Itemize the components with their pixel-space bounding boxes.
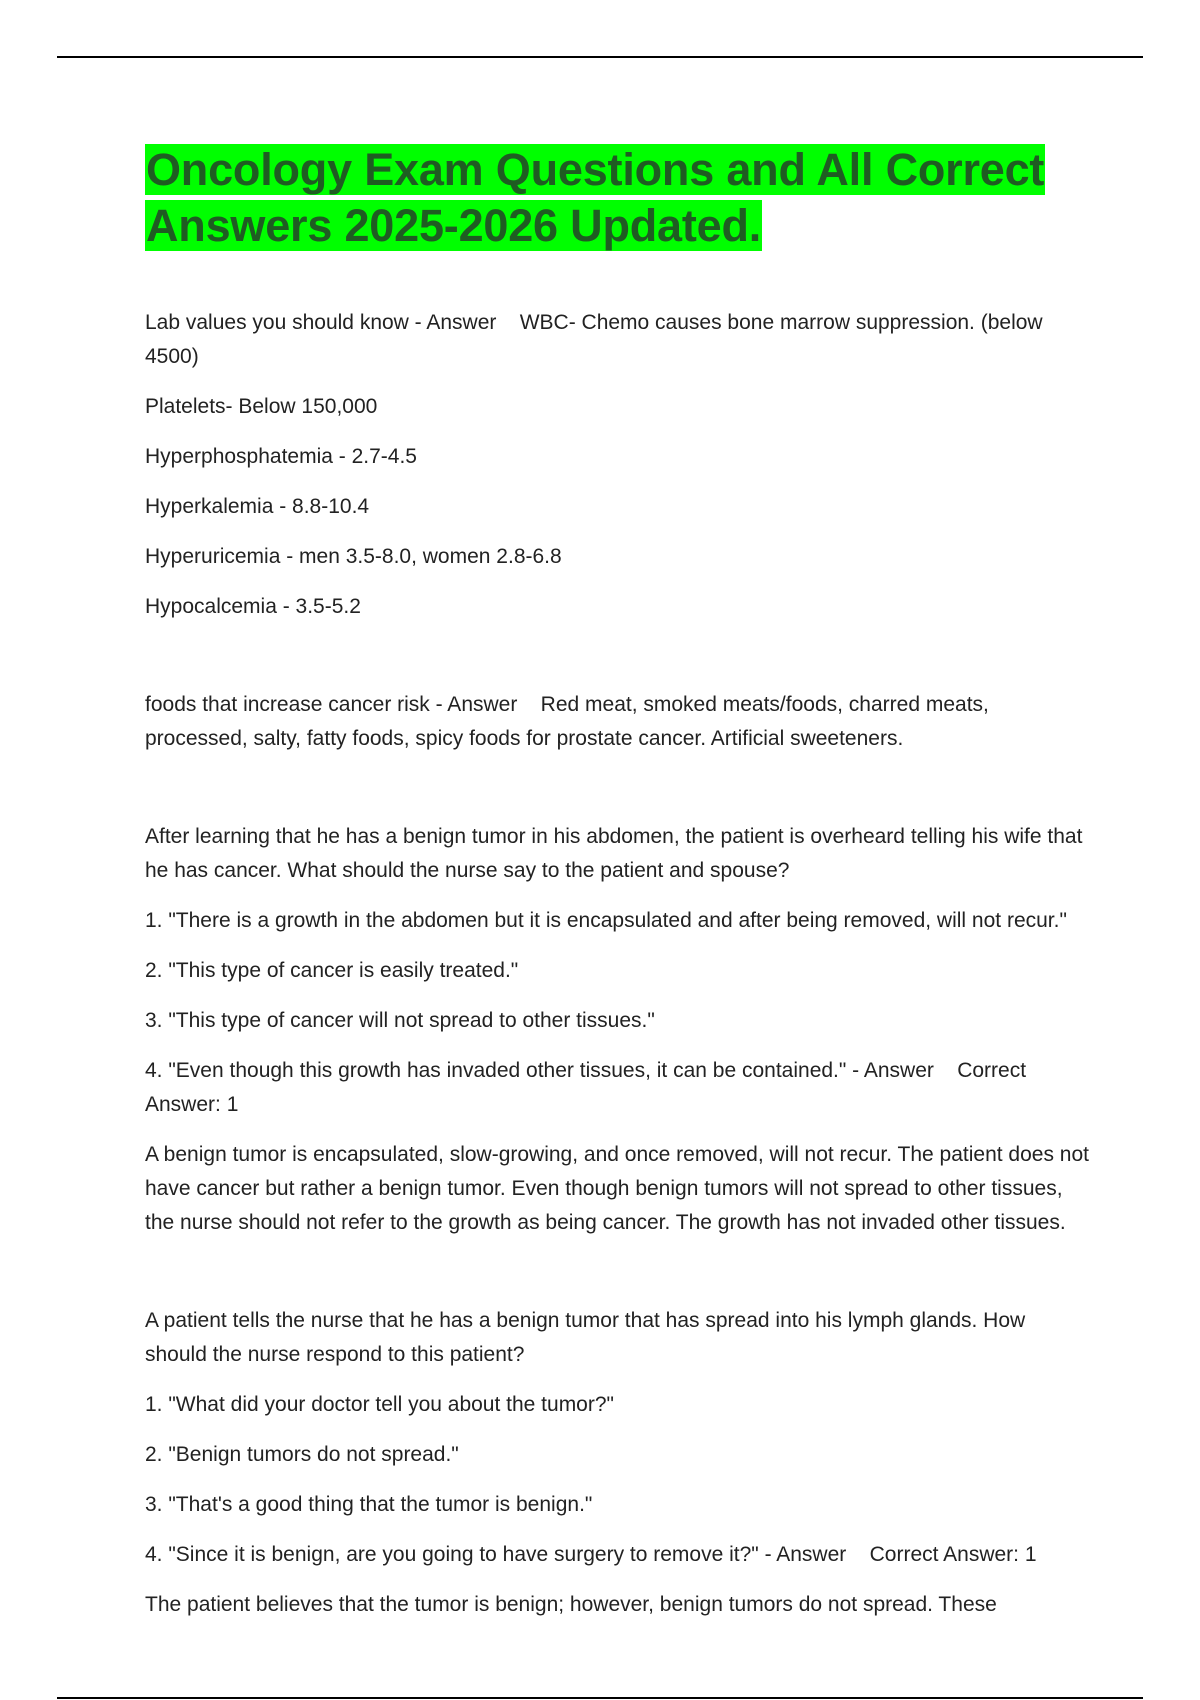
rationale-line: The patient believes that the tumor is benign; however, benign tumors do not spread. These — [145, 1593, 997, 1616]
question-line: After learning that he has a benign tumor in his abdomen, the patient is overheard telling his wife that he has cancer. What should the nurse say to the patient and spouse? — [145, 825, 1089, 882]
option-line: 4. "Since it is benign, are you going to have surgery to remove it?" - Answer Correct Answer: 1 — [145, 1543, 1037, 1566]
title-highlight: Oncology Exam Questions and All Correct Answers 2025-2026 Updated. — [146, 144, 1045, 251]
document-body — [145, 142, 1095, 1638]
section-question-2 — [145, 1304, 1090, 1622]
spacer — [145, 772, 1090, 820]
option-line: 4. "Even though this growth has invaded other tissues, it can be contained." - Answer Correct Answer: 1 — [145, 1059, 1031, 1116]
rationale-line: A benign tumor is encapsulated, slow-growing, and once removed, will not recur. The patient does not have cancer but rather a benign tumor. Even though benign tumors will not spread to other tissues, the nurse should not refer to the growth as being cancer. The growth has not invaded other tissues. — [145, 1143, 1095, 1234]
option-line: 3. "That's a good thing that the tumor is benign." — [145, 1493, 593, 1516]
section-foods — [145, 688, 1090, 756]
section-question-1 — [145, 820, 1095, 1240]
answer-line: Hyperuricemia - men 3.5-8.0, women 2.8-6.8 — [145, 545, 562, 568]
option-line: 1. "There is a growth in the abdomen but it is encapsulated and after being removed, will not recur." — [145, 909, 1067, 932]
option-line: 2. "This type of cancer is easily treated." — [145, 959, 519, 982]
spacer — [145, 640, 1090, 688]
question-line: A patient tells the nurse that he has a benign tumor that has spread into his lymph glands. How should the nurse respond to this patient? — [145, 1309, 1032, 1366]
question-line: foods that increase cancer risk - Answer Red meat, smoked meats/foods, charred meats, processed, salty, fatty foods, spicy foods for prostate cancer. Artificial sweeteners. — [145, 693, 995, 750]
option-line: 3. "This type of cancer will not spread to other tissues." — [145, 1009, 655, 1032]
footer-rule — [57, 1697, 1143, 1699]
answer-line: Platelets- Below 150,000 — [145, 395, 378, 418]
question-line: Lab values you should know - Answer WBC- Chemo causes bone marrow suppression. (below 4500) — [145, 311, 1049, 368]
spacer — [145, 1256, 1090, 1304]
option-line: 1. "What did your doctor tell you about the tumor?" — [145, 1393, 614, 1416]
answer-line: Hyperkalemia - 8.8-10.4 — [145, 495, 370, 518]
section-lab-values — [145, 306, 1090, 624]
document-title — [145, 142, 1090, 254]
header-rule — [57, 56, 1143, 58]
answer-line: Hypocalcemia - 3.5-5.2 — [145, 595, 361, 618]
option-line: 2. "Benign tumors do not spread." — [145, 1443, 459, 1466]
answer-line: Hyperphosphatemia - 2.7-4.5 — [145, 445, 417, 468]
spacer — [145, 254, 1090, 306]
